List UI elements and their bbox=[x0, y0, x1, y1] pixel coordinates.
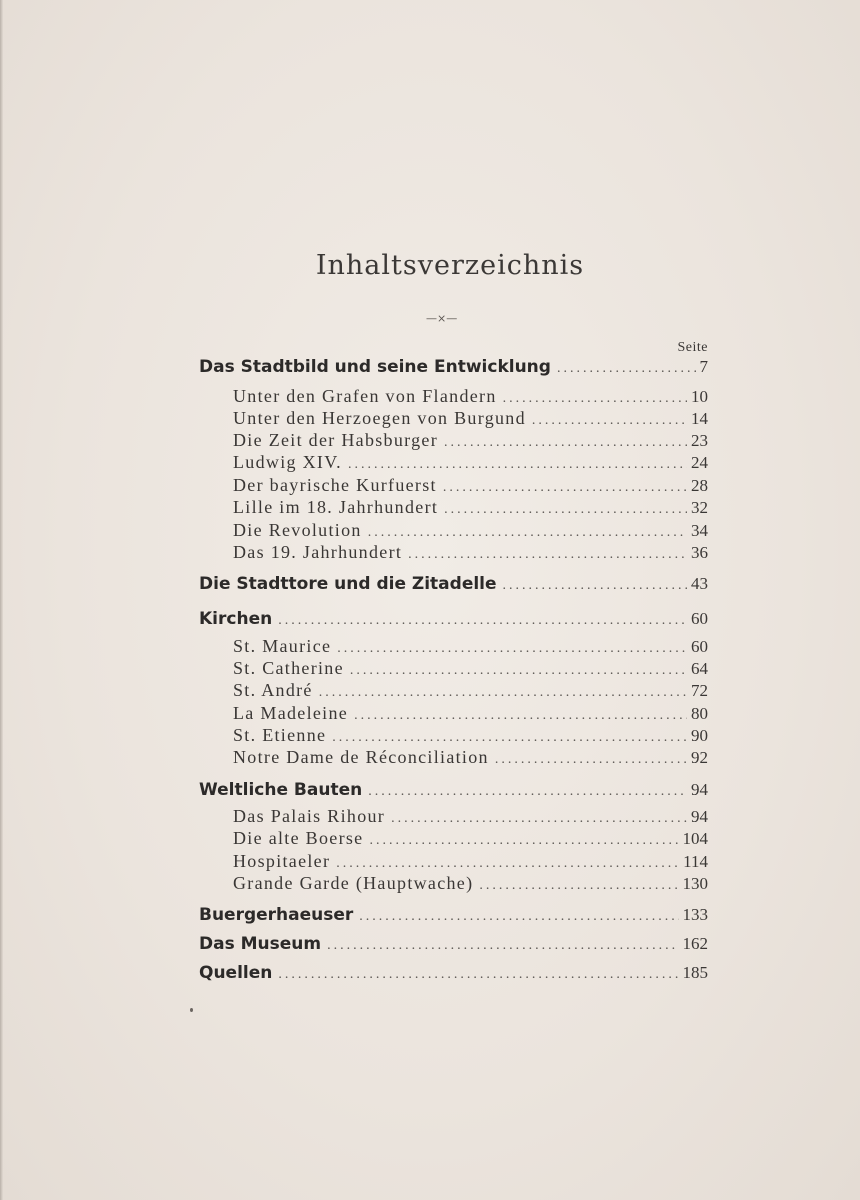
toc-entry-page: 133 bbox=[682, 905, 708, 924]
toc-entry-label: Buergerhaeuser bbox=[199, 905, 354, 925]
toc-entry-label: Lille im 18. Jahrhundert bbox=[233, 497, 439, 517]
dot-leader bbox=[354, 708, 687, 724]
dot-leader bbox=[444, 435, 687, 451]
toc-entry[interactable] bbox=[199, 574, 708, 596]
toc-entry[interactable] bbox=[233, 452, 708, 474]
dot-leader bbox=[278, 613, 687, 629]
toc-entry-label: Quellen bbox=[199, 963, 273, 983]
toc-entry[interactable] bbox=[233, 828, 708, 850]
page-title: Inhaltsverzeichnis bbox=[315, 250, 585, 281]
toc-entry-label: Grande Garde (Hauptwache) bbox=[233, 873, 474, 893]
dot-leader bbox=[278, 967, 678, 983]
toc-entry-page: 114 bbox=[683, 852, 708, 871]
toc-entry[interactable] bbox=[233, 408, 708, 430]
dot-leader bbox=[532, 413, 687, 429]
dot-leader bbox=[319, 685, 687, 701]
dot-leader bbox=[350, 663, 687, 679]
toc-entry[interactable] bbox=[233, 520, 708, 542]
toc-entry[interactable] bbox=[233, 636, 708, 658]
toc-entry-label: Das Palais Rihour bbox=[233, 806, 386, 826]
toc-entry[interactable] bbox=[233, 497, 708, 519]
toc-entry-label: Unter den Herzoegen von Burgund bbox=[233, 408, 526, 428]
toc-entry-page: 130 bbox=[682, 874, 708, 893]
toc-entry-page: 72 bbox=[691, 681, 708, 700]
toc-entry-page: 36 bbox=[691, 543, 708, 562]
toc-entry-page: 94 bbox=[691, 807, 708, 826]
toc-entry[interactable] bbox=[233, 851, 708, 873]
toc-entry-label: Weltliche Bauten bbox=[199, 780, 363, 800]
toc-entry-label: Das 19. Jahrhundert bbox=[233, 542, 403, 562]
toc-entry-label: Das Stadtbild und seine Entwicklung bbox=[199, 357, 551, 377]
page-edge bbox=[0, 0, 3, 1200]
dot-leader bbox=[369, 833, 678, 849]
toc-entry-label: Die alte Boerse bbox=[233, 828, 364, 848]
dot-leader bbox=[444, 502, 687, 518]
toc-entry-label: St. André bbox=[233, 680, 313, 700]
toc-entry-page: 94 bbox=[691, 780, 708, 799]
toc-entry-label: Hospitaeler bbox=[233, 851, 331, 871]
toc-entry-page: 92 bbox=[691, 748, 708, 767]
dot-leader bbox=[408, 547, 687, 563]
dot-leader bbox=[368, 525, 687, 541]
toc-entry-page: 64 bbox=[691, 659, 708, 678]
toc-entry-page: 185 bbox=[682, 963, 708, 982]
toc-entry-label: Der bayrische Kurfuerst bbox=[233, 475, 437, 495]
toc-entry-label: Die Revolution bbox=[233, 520, 362, 540]
dot-leader bbox=[443, 480, 687, 496]
toc-entry[interactable] bbox=[233, 747, 708, 769]
toc-entry-page: 60 bbox=[691, 637, 708, 656]
toc-entry[interactable] bbox=[233, 658, 708, 680]
toc-entry[interactable] bbox=[233, 542, 708, 564]
dot-leader bbox=[557, 361, 696, 377]
toc-entry-page: 104 bbox=[682, 829, 708, 848]
toc-entry-label: St. Maurice bbox=[233, 636, 332, 656]
toc-entry-label: Die Zeit der Habsburger bbox=[233, 430, 439, 450]
dot-leader bbox=[479, 878, 678, 894]
paper-speck bbox=[190, 1008, 193, 1012]
toc-entry-page: 90 bbox=[691, 726, 708, 745]
toc-entry-page: 7 bbox=[699, 357, 708, 376]
dot-leader bbox=[337, 641, 687, 657]
toc-entry[interactable] bbox=[199, 609, 708, 631]
toc-entry-label: St. Catherine bbox=[233, 658, 344, 678]
toc-entry[interactable] bbox=[233, 475, 708, 497]
toc-entry-label: Ludwig XIV. bbox=[233, 452, 342, 472]
toc-entry[interactable] bbox=[199, 905, 708, 927]
toc-entry-page: 14 bbox=[691, 409, 708, 428]
toc-entry[interactable] bbox=[199, 963, 708, 985]
toc-entry-page: 32 bbox=[691, 498, 708, 517]
toc-entry-page: 60 bbox=[691, 609, 708, 628]
toc-entry-label: Unter den Grafen von Flandern bbox=[233, 386, 497, 406]
toc-entry[interactable] bbox=[233, 806, 708, 828]
toc-entry-page: 28 bbox=[691, 476, 708, 495]
toc-entry[interactable] bbox=[233, 430, 708, 452]
dot-leader bbox=[503, 578, 687, 594]
toc-entry[interactable] bbox=[233, 725, 708, 747]
toc-entry[interactable] bbox=[199, 934, 708, 956]
toc-entry-page: 34 bbox=[691, 521, 708, 540]
dot-leader bbox=[348, 457, 687, 473]
toc-entry[interactable] bbox=[233, 386, 708, 408]
dot-leader bbox=[327, 938, 678, 954]
dot-leader bbox=[503, 391, 687, 407]
toc-entry-page: 80 bbox=[691, 704, 708, 723]
toc-entry-label: Notre Dame de Réconciliation bbox=[233, 747, 489, 767]
toc-entry-label: Das Museum bbox=[199, 934, 322, 954]
toc-entry-page: 24 bbox=[691, 453, 708, 472]
dot-leader bbox=[336, 856, 679, 872]
toc-entry[interactable] bbox=[233, 703, 708, 725]
toc-entry-page: 162 bbox=[682, 934, 708, 953]
toc-entry-label: Kirchen bbox=[199, 609, 273, 629]
toc-entry-page: 10 bbox=[691, 387, 708, 406]
dot-leader bbox=[359, 909, 678, 925]
toc-entry-page: 23 bbox=[691, 431, 708, 450]
toc-entry-label: Die Stadttore und die Zitadelle bbox=[199, 574, 497, 594]
title-ornament: —×— bbox=[426, 312, 458, 325]
dot-leader bbox=[391, 811, 687, 827]
dot-leader bbox=[368, 784, 687, 800]
toc-entry[interactable] bbox=[199, 357, 708, 379]
toc-entry[interactable] bbox=[233, 873, 708, 895]
toc-entry-page: 43 bbox=[691, 574, 708, 593]
toc-entry-label: La Madeleine bbox=[233, 703, 349, 723]
toc-entry[interactable] bbox=[199, 780, 708, 802]
dot-leader bbox=[332, 730, 687, 746]
page-column-header: Seite bbox=[677, 340, 708, 355]
dot-leader bbox=[495, 752, 687, 768]
toc-entry[interactable] bbox=[233, 680, 708, 702]
toc-entry-label: St. Etienne bbox=[233, 725, 327, 745]
